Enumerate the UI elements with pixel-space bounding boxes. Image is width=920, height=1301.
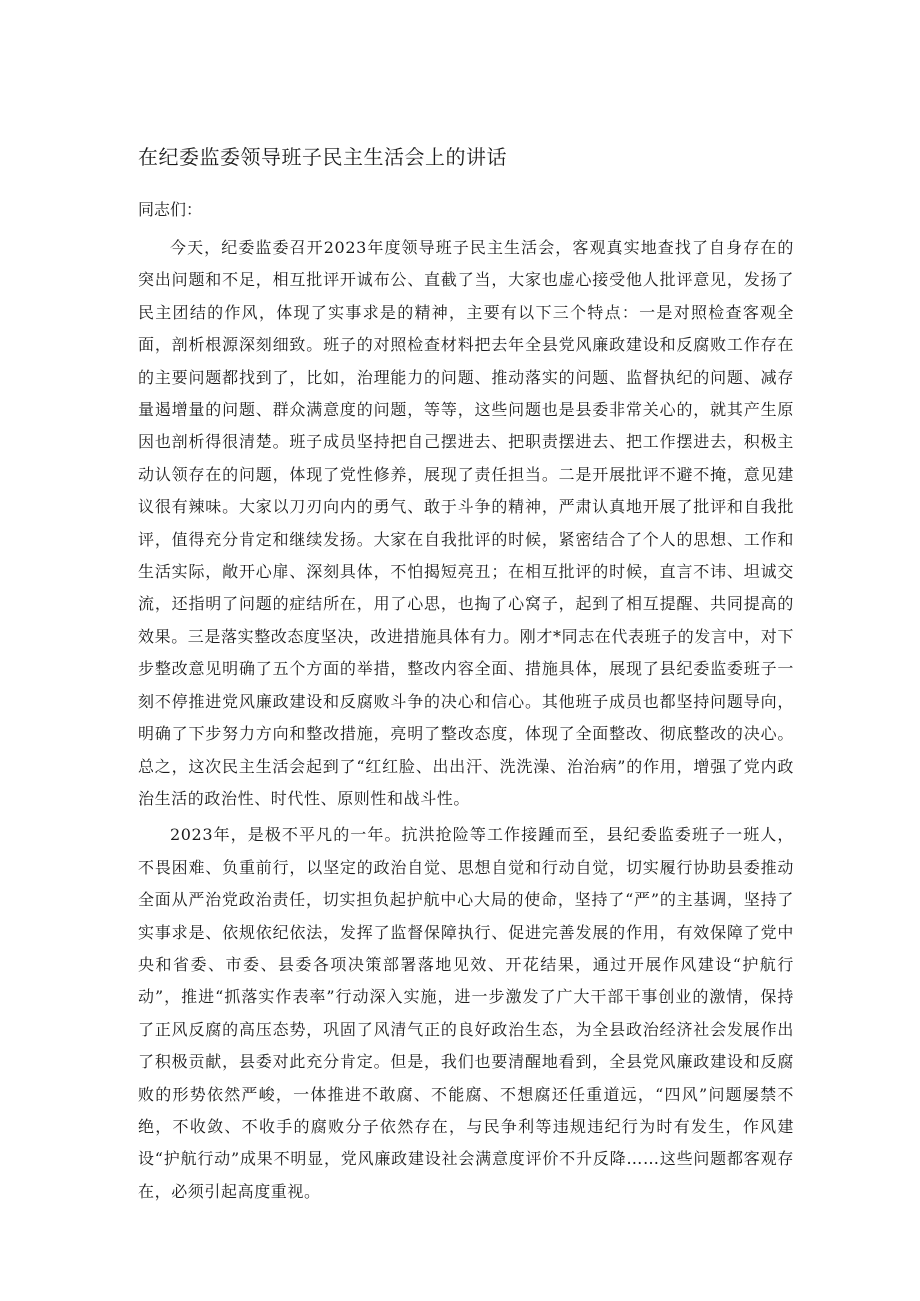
document-page [138, 142, 794, 1208]
paragraph-1: 今天，纪委监委召开2023年度领导班子民主生活会，客观真实地查找了自身存在的突出问题和不足，相互批评开诚布公、直截了当，大家也虚心接受他人批评意见，发扬了民主团结的作风，体现了实事求是的精神，主要有以下三个特点：一是对照检查客观全面，剖析根源深刻细致。班子的对照检查材料把去年全县党风廉政建设和反腐败工作存在的主要问题都找到了，比如，治理能力的问题、推动落实的问题、监督执纪的问题、减存量遏增量的问题、群众满意度的问题，等等，这些问题也是县委非常关心的，就其产生原因也剖析得很清楚。班子成员坚持把自己摆进去、把职责摆进去、把工作摆进去，积极主动认领存在的问题，体现了党性修养，展现了责任担当。二是开展批评不避不掩，意见建议很有辣味。大家以刀刃向内的勇气、敢于斗争的精神，严肃认真地开展了批评和自我批评，值得充分肯定和继续发扬。大家在自我批评的时候，紧密结合了个人的思想、工作和生活实际，敞开心扉、深刻具体，不怕揭短亮丑；在相互批评的时候，直言不讳、坦诚交流，还指明了问题的症结所在，用了心思，也掏了心窝子，起到了相互提醒、共同提高的效果。三是落实整改态度坚决，改进措施具体有力。刚才*同志在代表班子的发言中，对下步整改意见明确了五个方面的举措，整改内容全面、措施具体，展现了县纪委监委班子一刻不停推进党风廉政建设和反腐败斗争的决心和信心。其他班子成员也都坚持问题导向，明确了下步努力方向和整改措施，亮明了整改态度，体现了全面整改、彻底整改的决心。总之，这次民主生活会起到了“红红脸、出出汗、洗洗澡、治治病”的作用，增强了党内政治生活的政治性、时代性、原则性和战斗性。 [138, 238, 795, 808]
document-title: 在纪委监委领导班子民主生活会上的讲话 [138, 145, 507, 169]
paragraph-2: 2023年，是极不平凡的一年。抗洪抢险等工作接踵而至，县纪委监委班子一班人，不畏困难、负重前行，以坚定的政治自觉、思想自觉和行动自觉，切实履行协助县委推动全面从严治党政治责任，切实担负起护航中心大局的使命，坚持了“严”的主基调，坚持了实事求是、依规依纪依法，发挥了监督保障执行、促进完善发展的作用，有效保障了党中央和省委、市委、县委各项决策部署落地见效、开花结果，通过开展作风建设“护航行动”，推进“抓落实作表率”行动深入实施，进一步激发了广大干部干事创业的激情，保持了正风反腐的高压态势，巩固了风清气正的良好政治生态，为全县政治经济社会发展作出了积极贡献，县委对此充分肯定。但是，我们也要清醒地看到，全县党风廉政建设和反腐败的形势依然严峻，一体推进不敢腐、不能腐、不想腐还任重道远，“四风”问题屡禁不绝，不收敛、不收手的腐败分子依然存在，与民争利等违规违纪行为时有发生，作风建设“护航行动”成果不明显，党风廉政建设社会满意度评价不升反降……这些问题都客观存在，必须引起高度重视。 [138, 825, 794, 1201]
salutation: 同志们： [138, 200, 203, 219]
